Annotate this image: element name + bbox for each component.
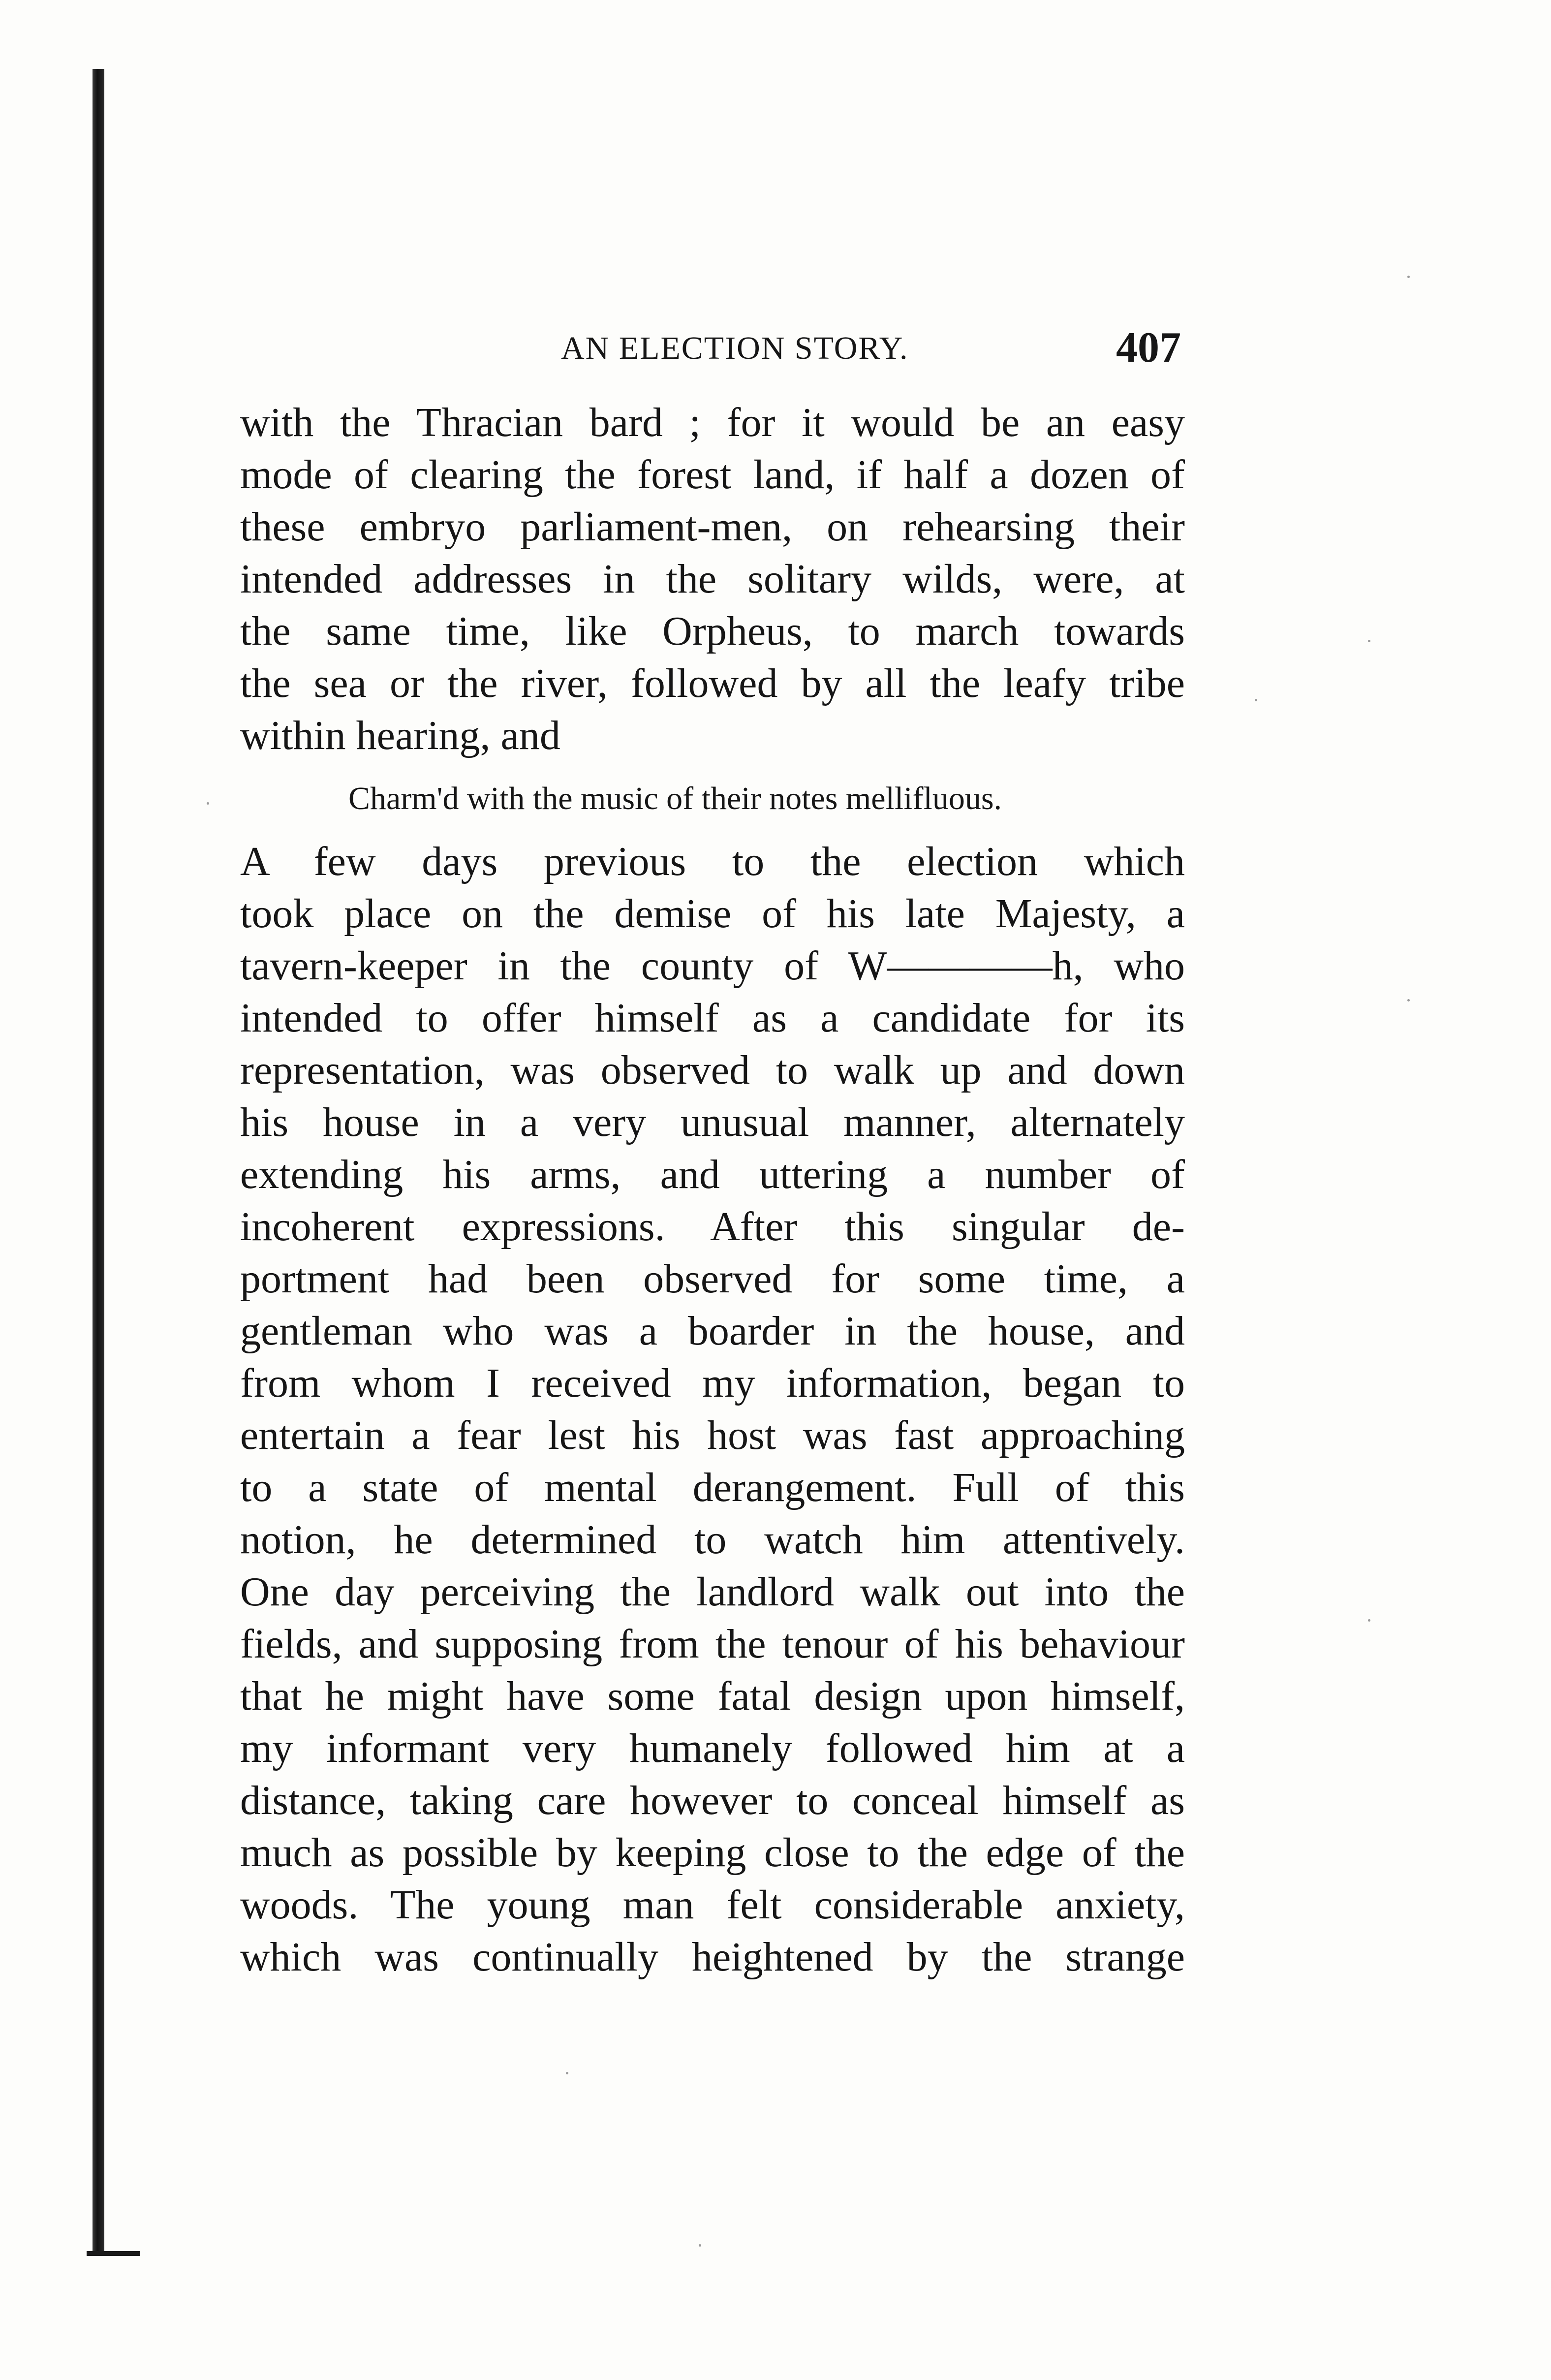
paper-speck [207, 802, 209, 805]
text-line: A few days previous to the election which [240, 839, 1185, 884]
text-line: incoherent expressions. After this singular de- [240, 1204, 1185, 1250]
text-line: distance, taking care however to conceal himself as [240, 1778, 1185, 1823]
text-line: these embryo parliament-men, on rehearsing their [240, 504, 1185, 550]
verse-quotation: Charm'd with the music of their notes mellifluous. [348, 781, 1002, 816]
text-line: representation, was observed to walk up and down [240, 1047, 1185, 1093]
page-binding-foot [87, 2251, 140, 2256]
text-line: extending his arms, and uttering a number of [240, 1152, 1185, 1197]
page-binding-edge [93, 69, 104, 2254]
body-text [240, 397, 1185, 1983]
text-line: within hearing, and [240, 713, 560, 758]
paper-speck [699, 2244, 701, 2247]
paper-speck [1407, 999, 1410, 1002]
text-line: notion, he determined to watch him attentively. [240, 1517, 1185, 1563]
paper-speck [1368, 640, 1370, 642]
text-line: intended to offer himself as a candidate for its [240, 995, 1185, 1041]
text-line: entertain a fear lest his host was fast approaching [240, 1412, 1185, 1458]
text-line: which was continually heightened by the strange [240, 1934, 1185, 1980]
text-line: with the Thracian bard ; for it would be an easy [240, 400, 1185, 445]
text-line: One day perceiving the landlord walk out into the [240, 1569, 1185, 1615]
text-line: the sea or the river, followed by all the leafy tribe [240, 660, 1185, 706]
paper-speck [1368, 1619, 1370, 1622]
paper-speck [566, 2072, 568, 2074]
text-line: the same time, like Orpheus, to march towards [240, 608, 1185, 654]
text-line: took place on the demise of his late Majesty, a [240, 891, 1185, 937]
text-line: to a state of mental derangement. Full of this [240, 1465, 1185, 1510]
paragraph-1 [240, 397, 1185, 762]
text-line: my informant very humanely followed him at a [240, 1725, 1185, 1771]
text-line: portment had been observed for some time, a [240, 1256, 1185, 1302]
text-line: intended addresses in the solitary wilds, were, at [240, 556, 1185, 602]
paper-speck [1407, 276, 1410, 278]
page-number: 407 [1116, 324, 1181, 372]
paper-speck [1255, 699, 1257, 701]
text-line: mode of clearing the forest land, if half a dozen of [240, 452, 1185, 498]
text-line: tavern-keeper in the county of W————h, who [240, 943, 1185, 989]
text-line: gentleman who was a boarder in the house, and [240, 1308, 1185, 1354]
text-line: that he might have some fatal design upon himself, [240, 1673, 1185, 1719]
page-header [246, 315, 1181, 379]
paragraph-2 [240, 836, 1185, 1983]
text-line: woods. The young man felt considerable anxiety, [240, 1882, 1185, 1928]
running-head: AN ELECTION STORY. [561, 330, 909, 366]
text-line: fields, and supposing from the tenour of his behaviour [240, 1621, 1185, 1667]
text-line: from whom I received my information, began to [240, 1360, 1185, 1406]
text-line: much as possible by keeping close to the edge of the [240, 1830, 1185, 1876]
text-line: his house in a very unusual manner, alternately [240, 1099, 1185, 1145]
